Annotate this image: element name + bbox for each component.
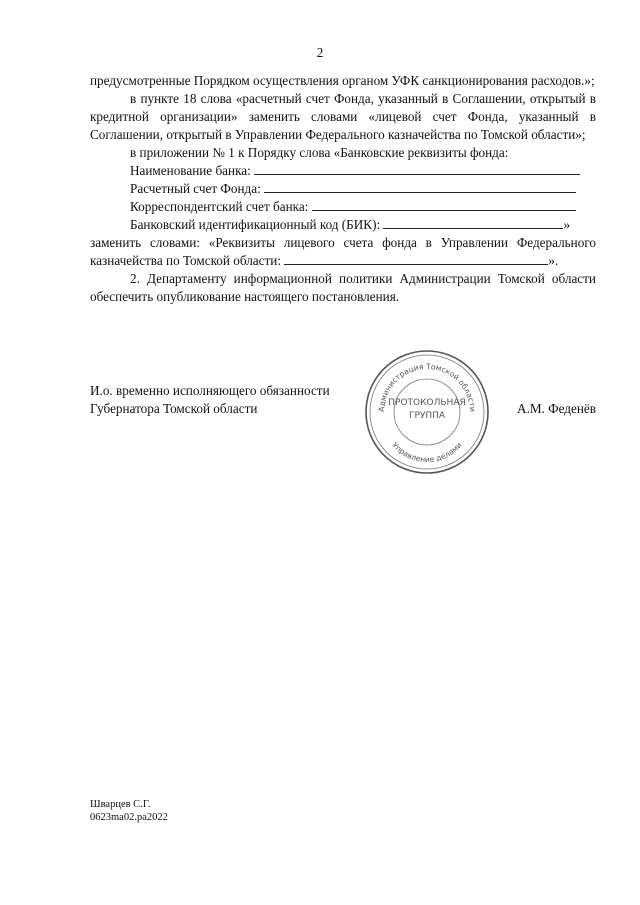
blank-underline xyxy=(254,162,580,175)
paragraph-replace xyxy=(90,234,596,270)
paragraph-continuation: предусмотренные Порядком осуществления органом УФК санкционирования расходов.»; xyxy=(90,73,595,88)
signatory-title-line2: Губернатора Томской области xyxy=(90,401,258,416)
field-bik xyxy=(90,216,596,234)
signatory-title-line1: И.о. временно исполняющего обязанности xyxy=(90,383,330,398)
signatory-name: А.М. Феденёв xyxy=(517,401,596,416)
replace-close-quote: ». xyxy=(548,253,559,268)
paragraph-point-18: в пункте 18 слова «расчетный счет Фонда, указанный в Соглашении, открытый в кредитной организации» заменить словами «лицевой счет Фонда, указанный в Соглашении, открытый в Управлении Федерального казначейства по Томской области»; xyxy=(90,91,596,142)
field-bik-close-quote: » xyxy=(563,217,571,232)
document-code: 0623ma02.pa2022 xyxy=(90,812,168,823)
blank-underline xyxy=(284,252,548,265)
page-number: 2 xyxy=(316,45,324,60)
signature-block xyxy=(90,382,596,422)
signatory-title xyxy=(90,382,330,418)
author-name: Шварцев С.Г. xyxy=(90,799,151,810)
replace-text: заменить словами: «Реквизиты лицевого счета фонда в Управлении Федерального казначейства по Томской области: xyxy=(90,235,596,268)
field-corr-account xyxy=(90,198,596,216)
footer-note xyxy=(90,798,168,824)
field-corr-account-label: Корреспондентский счет банка: xyxy=(130,199,309,214)
field-account xyxy=(90,180,596,198)
stamp-ring-bottom-text: Управление делами xyxy=(390,440,464,465)
paragraph-appendix: в приложении № 1 к Порядку слова «Банковские реквизиты фонда: xyxy=(130,145,509,160)
field-bank-name xyxy=(90,162,596,180)
blank-underline xyxy=(383,216,563,229)
field-account-label: Расчетный счет Фонда: xyxy=(130,181,261,196)
paragraph-point-2: 2. Департаменту информационной политики Администрации Томской области обеспечить опубликование настоящего постановления. xyxy=(90,271,596,304)
blank-underline xyxy=(264,180,576,193)
stamp-ring-top-text: Администрация Томской области xyxy=(376,361,478,413)
official-stamp xyxy=(362,347,492,477)
field-bik-label: Банковский идентификационный код (БИК): xyxy=(130,217,381,232)
stamp-center-line2: ГРУППА xyxy=(408,411,446,421)
stamp-center-line1: ПРОТОКОЛЬНАЯ xyxy=(388,398,466,408)
field-bank-name-label: Наименование банка: xyxy=(130,163,251,178)
document-body xyxy=(90,72,596,306)
blank-underline xyxy=(312,198,576,211)
